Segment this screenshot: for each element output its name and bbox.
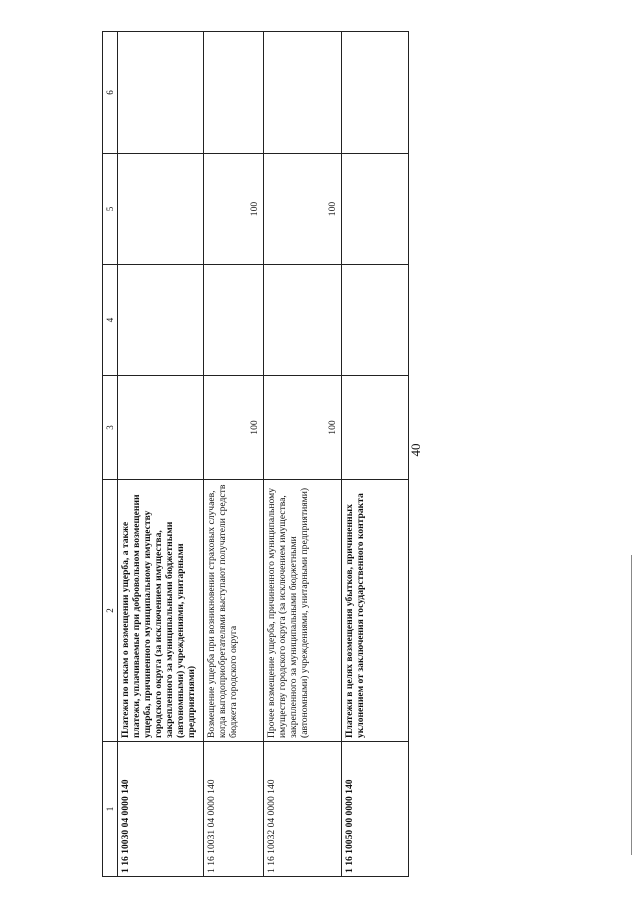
header-col-5: 5 [103,154,118,265]
row-col3-value: 100 [204,376,264,480]
page-number: 40 [408,443,423,457]
row-code: 1 16 10032 04 0000 140 [263,742,341,877]
row-name: Платежи в целях возмещения убытков, причиненных уклонением от заключения государственного контракта [342,480,409,742]
scan-edge-line [631,555,632,855]
row-col4-value [263,265,341,376]
table-row [118,32,204,877]
row-col3-value [342,376,409,480]
row-col3-value: 100 [263,376,341,480]
header-col-1: 1 [103,742,118,877]
row-col4-value [118,265,204,376]
table-row [342,32,409,877]
header-col-4: 4 [103,265,118,376]
table-container [102,32,409,877]
revenue-classification-table [102,31,409,877]
table-header-row [103,32,118,877]
row-col5-value [342,154,409,265]
row-code: 1 16 10031 04 0000 140 [204,742,264,877]
row-name: Прочее возмещение ущерба, причиненного муниципальному имуществу городского округа (за исключением имущества, закрепленного за муниципальными бюджетными (автономными) учреждениями, унитарными предприятиями) [263,480,341,742]
rotated-table-frame [102,32,409,877]
row-col5-value: 100 [263,154,341,265]
row-code: 1 16 10050 00 0000 140 [342,742,409,877]
row-col3-value [118,376,204,480]
row-col4-value [204,265,264,376]
header-col-6: 6 [103,32,118,154]
header-col-3: 3 [103,376,118,480]
row-col5-value: 100 [204,154,264,265]
row-col5-value [118,154,204,265]
row-col4-value [342,265,409,376]
row-col6-value [342,32,409,154]
row-name: Платежи по искам о возмещении ущерба, а также платежи, уплачиваемые при добровольном возмещении ущерба, причиненного муниципальному имуществу городского округа (за исключением имущества, закрепленного за муниципальными бюджетными (автономными) учреждениями, унитарными предприятиями) [118,480,204,742]
header-col-2: 2 [103,480,118,742]
row-col6-value [204,32,264,154]
table-row [204,32,264,877]
row-code: 1 16 10030 04 0000 140 [118,742,204,877]
row-name: Возмещение ущерба при возникновении страховых случаев, когда выгодоприобретателями выступают получатели средств бюджета городского округа [204,480,264,742]
row-col6-value [263,32,341,154]
row-col6-value [118,32,204,154]
table-row [263,32,341,877]
